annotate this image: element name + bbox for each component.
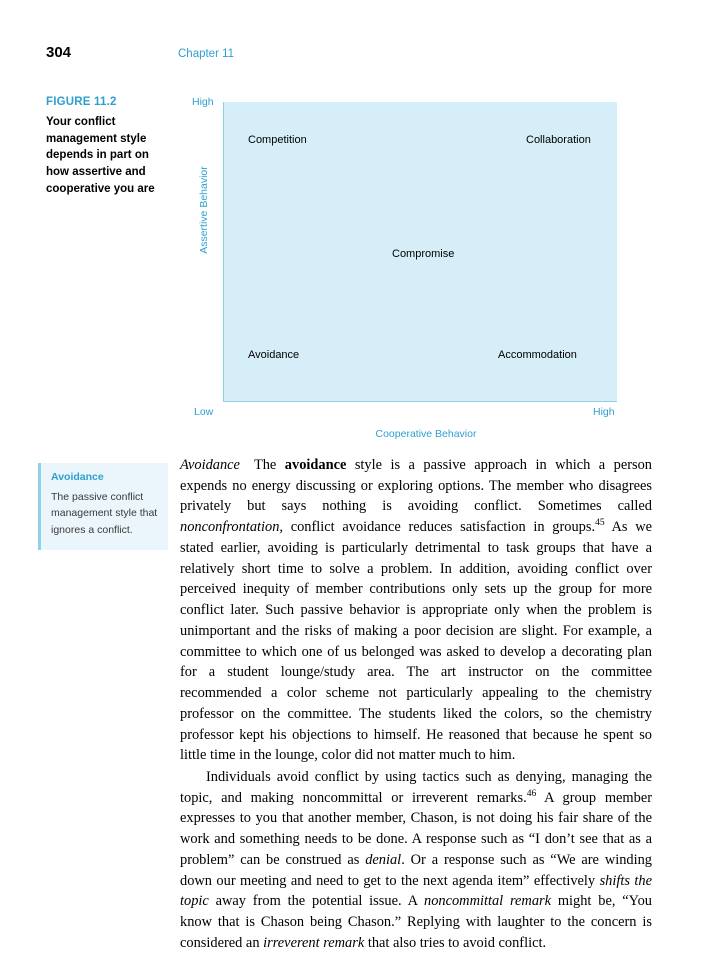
p2-italic-irreverent-remark: irreverent remark: [263, 934, 365, 951]
page-number: 304: [46, 44, 72, 61]
footnote-marker-46: 46: [526, 788, 537, 799]
y-axis-tick-high: High: [192, 96, 214, 108]
x-axis-line: [223, 401, 617, 402]
figure-caption: [46, 96, 166, 197]
p1-bold-avoidance: avoidance: [284, 457, 347, 473]
run-in-term: Avoidance: [180, 457, 240, 473]
p1-text-c: conflict avoidance reduces satisfaction in groups.: [283, 519, 596, 536]
p2-text-e: might be, “You know that is Chason being Chason.” Replying with laughter to the concern is considered an: [180, 893, 652, 951]
y-axis-tick-low: Low: [194, 406, 214, 418]
y-axis-line: [223, 102, 224, 401]
p2-text-f: that also tries to avoid conflict.: [364, 934, 547, 951]
p1-text-a: The: [253, 457, 285, 473]
chapter-label: Chapter 11: [178, 48, 235, 60]
p2-italic-denial: denial: [365, 851, 402, 868]
y-axis-title: Assertive Behavior: [198, 166, 210, 254]
body-text: [180, 455, 652, 954]
p2-italic-shifts-topic: shifts the topic: [180, 872, 652, 910]
p2-text-b: A group member expresses to you that another member, Chason, is not doing his fair share of the work and something needs to be done. A response such as “I don’t see that as a problem” can be construed as: [180, 789, 652, 868]
p2-text-c: . Or a response such as “We are winding down our meeting and need to get to the next agenda item” effectively: [180, 851, 652, 889]
p1-text-d: As we stated earlier, avoiding is particularly detrimental to task groups that have a relatively short time to solve a problem. In addition, avoiding conflict over perceived inequity of member contributions only sets up the group for more conflict later. Such passive behavior is appropriate only when the problem is unimportant and the risks of making a poor decision are slight. For example, a committee to which one of us belonged was asked to develop a decorating plan for a student lounge/study area. The art instructor on the committee recommended a color scheme not particularly appealing to the chemistry professor on the committee. The students liked the colors, so the chemistry professor kept his objections to himself. He reasoned that because he spent so little time in the lounge, color did not matter much to him.: [180, 519, 652, 764]
paragraph-avoidance: [180, 455, 652, 766]
paragraph-tactics: [180, 767, 652, 954]
p2-text-d: away from the potential issue. A: [208, 893, 425, 910]
chart-label-compromise: Compromise: [392, 248, 455, 260]
p2-text-a: Individuals avoid conflict by using tactics such as denying, managing the topic, and making noncommittal or irreverent remarks.: [180, 769, 652, 806]
margin-term-title: Avoidance: [51, 471, 104, 483]
footnote-marker-45: 45: [595, 518, 605, 529]
chart-label-collaboration: Collaboration: [526, 134, 591, 146]
p1-text-b: style is a passive approach in which a person expends no energy discussing or exploring options. The member who disagrees privately but says nothing is avoiding conflict. Sometimes called: [180, 457, 652, 515]
p2-italic-noncommittal-remark: noncommittal remark: [424, 893, 552, 910]
x-axis-tick-high: High: [593, 406, 615, 418]
figure-title: Your conflict management style depends in part on how assertive and cooperative you are: [46, 116, 155, 195]
x-axis-title: Cooperative Behavior: [375, 428, 477, 440]
chart-label-avoidance: Avoidance: [248, 349, 300, 361]
p1-italic-nonconfrontation: nonconfrontation,: [180, 519, 283, 536]
margin-term-definition: The passive conflict management style that ignores a conflict.: [51, 491, 158, 536]
figure-number: FIGURE 11.2: [46, 96, 117, 108]
chart-label-accommodation: Accommodation: [498, 349, 577, 361]
margin-key-term: [38, 463, 168, 550]
conflict-style-chart: [192, 96, 626, 440]
chart-label-competition: Competition: [248, 134, 307, 146]
